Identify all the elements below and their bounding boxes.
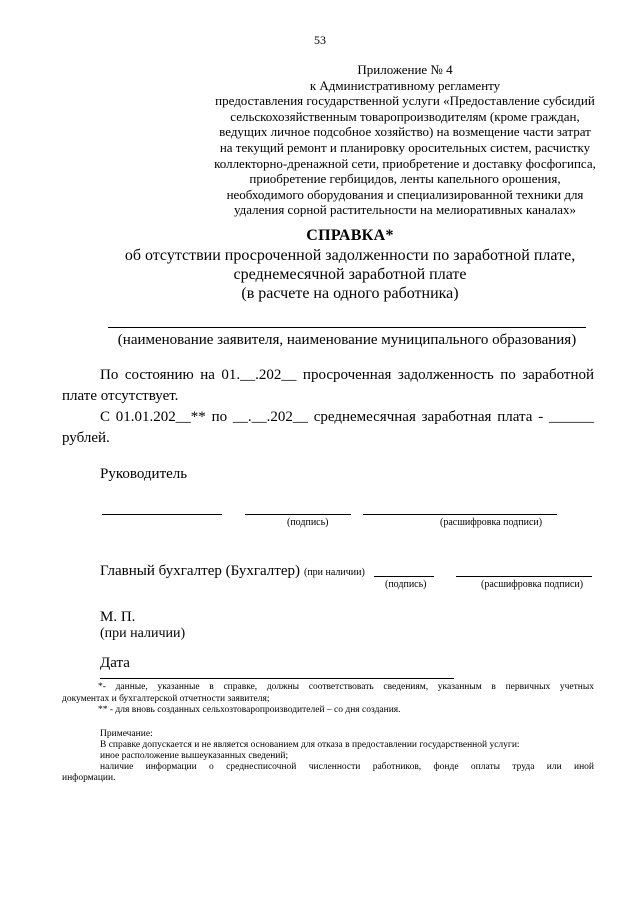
manager-decode-line (363, 514, 557, 515)
accountant-decode-line (456, 576, 592, 577)
manager-label: Руководитель (100, 466, 188, 482)
appendix-line: ведущих личное подсобное хозяйство) на возмещение части затрат (219, 124, 591, 140)
footnote-star1-line2: документах и бухгалтерской отчетности заявителя; (62, 693, 270, 704)
footnote-star1-line1: *- данные, указанные в справке, должны соответствовать сведениям, указанным в первичных учетных (98, 682, 594, 692)
appendix-line: Приложение № 4 (357, 62, 453, 77)
subtitle-line: об отсутствии просроченной задолженности по заработной плате, (124, 247, 576, 264)
document-subtitle (0, 246, 640, 303)
footnote-star2: ** - для вновь созданных сельхозтоваропроизводителей – со дня создания. (98, 705, 401, 715)
date-line (100, 678, 454, 679)
accountant-note: (при наличии) (304, 567, 365, 578)
appendix-line: удаления сорной растительности на мелиоративных каналах» (233, 202, 577, 218)
notes-line-2: иное расположение вышеуказанных сведений; (100, 751, 289, 761)
date-label: Дата (100, 655, 130, 671)
appendix-header (200, 62, 610, 218)
appendix-line: сельскохозяйственным товаропроизводителям (кроме граждан, (230, 108, 580, 124)
accountant-signature-line (374, 576, 434, 577)
accountant-decode-caption: (расшифровка подписи) (481, 579, 584, 590)
body-line-3: С 01.01.202__** по __.__.202__ среднемесячная заработная плата - ______ (100, 409, 594, 425)
subtitle-line: (в расчете на одного работника) (241, 285, 459, 302)
body-line-2: плате отсутствует. (62, 388, 179, 404)
body-line-1: По состоянию на 01.__.202__ просроченная задолженность по заработной (100, 367, 594, 383)
notes-line-3: наличие информации о среднесписочной численности работников, фонде оплаты труда или иной (100, 762, 594, 772)
appendix-line: коллекторно-дренажной сети, приобретение и доставку фосфогипса, (214, 155, 596, 171)
appendix-line: на текущий ремонт и планировку оросительных систем, расчистку (219, 139, 591, 155)
page-number: 53 (314, 33, 326, 47)
manager-decode-caption: (расшифровка подписи) (440, 517, 543, 528)
notes-line-4: информации. (62, 773, 116, 783)
appendix-line: к Административному регламенту (309, 77, 501, 93)
manager-position-line (102, 514, 222, 515)
footnotes (62, 682, 594, 717)
accountant-signature-caption: (подпись) (385, 579, 427, 590)
notes-line-1: В справке допускается и не является основанием для отказа в предоставлении государственной услуги: (100, 740, 520, 750)
stamp-label: М. П. (100, 609, 136, 625)
notes-heading: Примечание: (100, 729, 153, 739)
body-line-4: рублей. (62, 430, 110, 446)
appendix-line: предоставления государственной услуги «Предоставление субсидий (215, 93, 595, 109)
applicant-name-line (108, 327, 586, 328)
manager-signature-line (245, 514, 351, 515)
applicant-caption: (наименование заявителя, наименование муниципального образования) (117, 332, 577, 348)
accountant-label: Главный бухгалтер (Бухгалтер) (100, 563, 300, 579)
manager-signature-caption: (подпись) (287, 517, 329, 528)
subtitle-line: среднемесячной заработной плате (233, 266, 467, 283)
stamp-note: (при наличии) (100, 626, 186, 641)
appendix-line: необходимого оборудования и специализированной техники для (226, 186, 584, 202)
appendix-line: приобретение гербицидов, ленты капельного орошения, (249, 171, 561, 187)
document-title: СПРАВКА* (306, 227, 394, 244)
